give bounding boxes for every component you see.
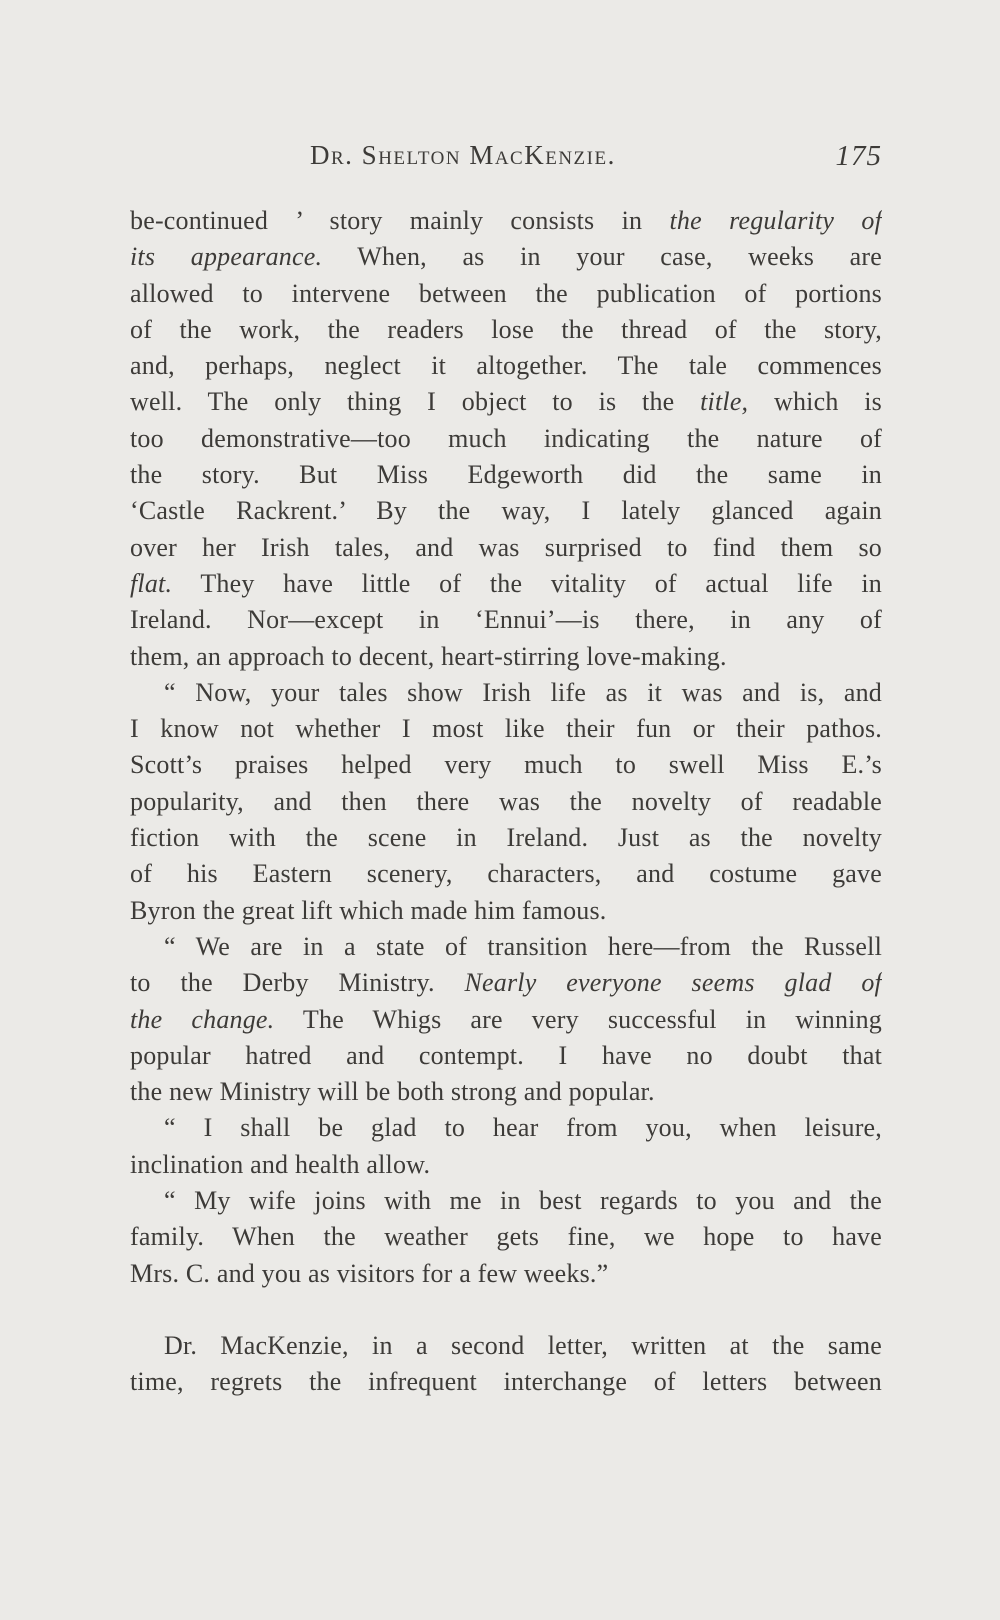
text-segment: and, perhaps, neglect it altogether. The tale commences xyxy=(130,351,882,381)
text-segment: Mrs. C. and you as visitors for a few weeks.” xyxy=(130,1258,609,1288)
text-line xyxy=(130,929,882,965)
text-segment: “ I shall be glad to hear from you, when leisure, xyxy=(164,1113,882,1143)
text-line xyxy=(130,566,882,602)
text-segment: time, regrets the infrequent interchange of letters between xyxy=(130,1367,882,1397)
text-line xyxy=(130,1147,882,1183)
text-line xyxy=(130,312,882,348)
page-number: 175 xyxy=(835,140,882,172)
text-segment: to the Derby Ministry. xyxy=(130,968,465,998)
italic-text: Nearly everyone seems glad of xyxy=(464,968,882,998)
text-line xyxy=(130,1364,882,1400)
text-line xyxy=(130,530,882,566)
text-line xyxy=(130,239,882,275)
text-line xyxy=(130,602,882,638)
text-segment: be-continued ’ story mainly consists in xyxy=(130,206,670,235)
italic-text: its appearance. xyxy=(130,242,323,272)
text-line xyxy=(130,820,882,856)
text-line xyxy=(130,1038,882,1074)
text-line xyxy=(130,1074,882,1110)
text-line xyxy=(130,348,882,384)
text-segment: Ireland. Nor—except in ‘Ennui’—is there, in any of xyxy=(130,605,882,635)
text-segment: inclination and health allow. xyxy=(130,1149,431,1179)
text-line xyxy=(130,639,882,675)
text-segment: of the work, the readers lose the thread of the story, xyxy=(130,314,882,344)
text-segment: popularity, and then there was the novelty of readable xyxy=(130,786,882,816)
text-line xyxy=(130,457,882,493)
text-segment: “ Now, your tales show Irish life as it was and is, and xyxy=(164,677,882,707)
italic-text: the regularity of xyxy=(669,206,882,235)
text-segment: “ We are in a state of transition here—from the Russell xyxy=(164,931,882,961)
text-line xyxy=(130,893,882,929)
body-text xyxy=(130,203,882,1401)
text-segment: them, an approach to decent, heart-stirring love-making. xyxy=(130,641,727,671)
text-line xyxy=(130,1219,882,1255)
text-line xyxy=(130,493,882,529)
text-line xyxy=(130,856,882,892)
text-segment: ‘Castle Rackrent.’ By the way, I lately glanced again xyxy=(130,496,882,526)
text-line xyxy=(130,711,882,747)
text-segment: Dr. MacKenzie, in a second letter, written at the same xyxy=(164,1330,882,1360)
text-segment: popular hatred and contempt. I have no doubt that xyxy=(130,1040,882,1070)
text-segment: Byron the great lift which made him famous. xyxy=(130,895,607,925)
text-segment: They have little of the vitality of actual life in xyxy=(172,568,882,598)
text-line xyxy=(130,1328,882,1364)
text-line xyxy=(130,1002,882,1038)
text-segment: allowed to intervene between the publication of portions xyxy=(130,278,882,308)
text-segment: The Whigs are very successful in winning xyxy=(274,1004,882,1034)
italic-text: title, xyxy=(700,387,749,417)
text-segment: fiction with the scene in Ireland. Just as the novelty xyxy=(130,823,882,853)
running-title: Dr. Shelton MacKenzie. xyxy=(310,140,616,170)
text-line xyxy=(130,1256,882,1292)
text-line xyxy=(130,276,882,312)
italic-text: flat. xyxy=(130,568,173,598)
text-segment: “ My wife joins with me in best regards to you and the xyxy=(164,1186,882,1216)
text-segment: the new Ministry will be both strong and popular. xyxy=(130,1077,655,1107)
running-head xyxy=(130,140,882,180)
italic-text: the change. xyxy=(130,1004,275,1034)
text-line xyxy=(130,421,882,457)
text-segment: the story. But Miss Edgeworth did the same in xyxy=(130,460,882,490)
text-segment: Scott’s praises helped very much to swell Miss E.’s xyxy=(130,750,882,780)
text-segment: which is xyxy=(748,387,882,417)
text-line xyxy=(130,747,882,783)
text-segment: family. When the weather gets fine, we hope to have xyxy=(130,1222,882,1252)
text-segment: too demonstrative—too much indicating the nature of xyxy=(130,423,882,453)
text-segment: I know not whether I most like their fun or their pathos. xyxy=(130,714,882,744)
text-segment: When, as in your case, weeks are xyxy=(322,242,882,272)
text-line xyxy=(130,965,882,1001)
text-line xyxy=(130,784,882,820)
text-line xyxy=(130,675,882,711)
text-line xyxy=(130,203,882,239)
text-segment: well. The only thing I object to is the xyxy=(130,387,701,417)
text-segment: of his Eastern scenery, characters, and costume gave xyxy=(130,859,882,889)
text-line xyxy=(130,1110,882,1146)
text-line xyxy=(130,384,882,420)
text-segment: over her Irish tales, and was surprised to find them so xyxy=(130,532,882,562)
text-line xyxy=(130,1183,882,1219)
